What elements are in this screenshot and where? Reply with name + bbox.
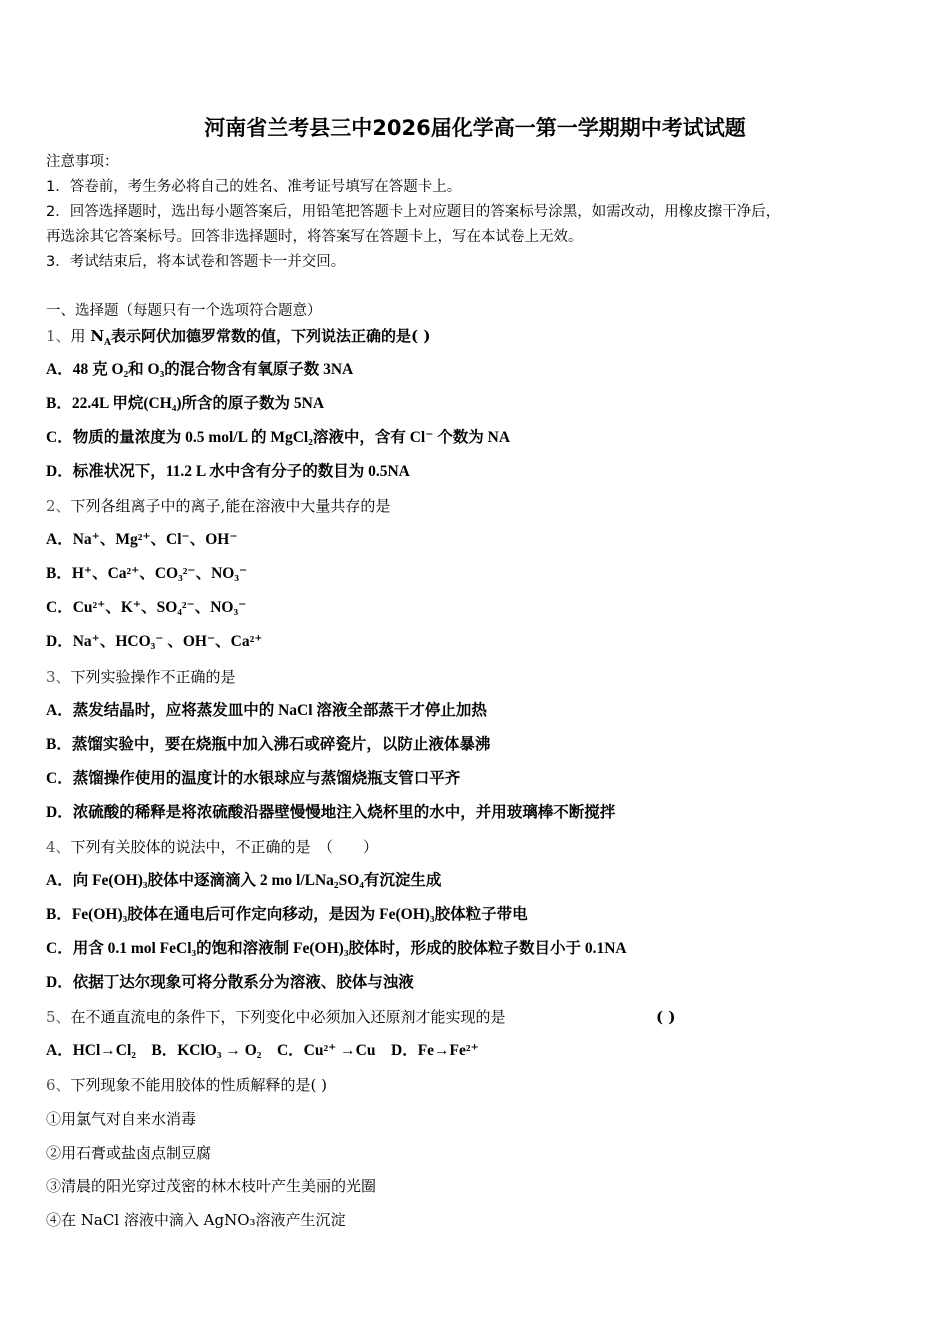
question-6-item-3: ③清晨的阳光穿过茂密的林木枝叶产生美丽的光圈 (46, 1177, 377, 1195)
notice-item-1: 1．答卷前，考生务必将自己的姓名、准考证号填写在答题卡上。 (46, 179, 462, 195)
question-5-option-d: D．Fe→Fe²⁺ (391, 1042, 479, 1059)
question-5-answer-paren: ( ) (656, 1008, 676, 1026)
question-2-option-a: A．Na⁺、Mg²⁺、Cl⁻、OH⁻ (46, 531, 238, 548)
question-3-stem: 3、下列实验操作不正确的是 (46, 668, 236, 686)
question-1-option-d: D．标准状况下，11.2 L 水中含有分子的数目为 0.5NA (46, 463, 410, 480)
question-2-option-d: D．Na⁺、HCO₃⁻ 、OH⁻、Ca²⁺ (46, 633, 263, 650)
notice-item-2: 2．回答选择题时，选出每小题答案后，用铅笔把答题卡上对应题目的答案标号涂黑，如需改动，用橡皮擦干净后， (46, 204, 781, 220)
question-4-stem: 4、下列有关胶体的说法中，不正确的是 （ ） (46, 838, 379, 856)
question-1-stem: 1、用 $N_A$表示阿伏加德罗常数的值，下列说法正确的是( ) (46, 327, 431, 348)
question-3-option-a: A．蒸发结晶时，应将蒸发皿中的 NaCl 溶液全部蒸干才停止加热 (46, 702, 487, 719)
question-5-option-a: A．HCl→Cl₂ (46, 1042, 136, 1059)
question-1-option-a: A．48 克 O₂和 O₃的混合物含有氧原子数 3NA (46, 361, 354, 378)
question-5-options (46, 1041, 479, 1061)
question-number: 6、 (46, 1076, 71, 1094)
question-4-option-a: A．向 Fe(OH)₃胶体中逐滴滴入 2 mo l/LNa₂SO₄有沉淀生成 (46, 872, 442, 889)
question-3-option-d: D．浓硫酸的稀释是将浓硫酸沿器壁慢慢地注入烧杯里的水中，并用玻璃棒不断搅拌 (46, 804, 616, 821)
question-number: 4、 (46, 838, 71, 856)
question-6-item-1: ①用氯气对自来水消毒 (46, 1110, 197, 1128)
question-number: 1、 (46, 327, 71, 345)
question-6-item-4: ④在 NaCl 溶液中滴入 AgNO₃溶液产生沉淀 (46, 1211, 346, 1229)
question-1-option-c: C．物质的量浓度为 0.5 mol/L 的 MgCl₂溶液中，含有 Cl⁻ 个数为 NA (46, 429, 511, 446)
question-2-option-b: B．H⁺、Ca²⁺、CO₃²⁻、NO₃⁻ (46, 565, 248, 582)
question-5-stem: 5、在不通直流电的条件下，下列变化中必须加入还原剂才能实现的是 (46, 1008, 506, 1026)
question-3-option-b: B．蒸馏实验中，要在烧瓶中加入沸石或碎瓷片，以防止液体暴沸 (46, 736, 491, 753)
question-number: 2、 (46, 497, 71, 515)
question-6-stem: 6、下列现象不能用胶体的性质解释的是( ) (46, 1076, 328, 1094)
question-1-option-b: B．22.4L 甲烷(CH₄)所含的原子数为 5NA (46, 395, 325, 412)
question-5-option-c: C．Cu²⁺ →Cu (276, 1042, 376, 1059)
notice-item-2-cont: 再选涂其它答案标号。回答非选择题时，将答案写在答题卡上，写在本试卷上无效。 (46, 229, 583, 245)
question-2-stem: 2、下列各组离子中的离子,能在溶液中大量共存的是 (46, 497, 391, 515)
notice-item-3: 3．考试结束后，将本试卷和答题卡一并交回。 (46, 254, 346, 270)
question-2-option-c: C．Cu²⁺、K⁺、SO₄²⁻、NO₃⁻ (46, 599, 247, 616)
question-3-option-c: C．蒸馏操作使用的温度计的水银球应与蒸馏烧瓶支管口平齐 (46, 770, 461, 787)
question-number: 3、 (46, 668, 71, 686)
question-number: 5、 (46, 1008, 71, 1026)
section-heading: 一、选择题（每题只有一个选项符合题意） (46, 303, 322, 319)
page-title: 河南省兰考县三中2026届化学高一第一学期期中考试试题 (204, 116, 746, 140)
question-4-option-d: D．依据丁达尔现象可将分散系分为溶液、胶体与浊液 (46, 974, 414, 991)
question-4-option-c: C．用含 0.1 mol FeCl₃的饱和溶液制 Fe(OH)₃胶体时，形成的胶体粒子数目小于 0.1NA (46, 940, 627, 957)
notice-heading: 注意事项： (46, 154, 119, 170)
question-5-option-b: B．KClO₃ → O₂ (151, 1042, 262, 1059)
question-6-item-2: ②用石膏或盐卤点制豆腐 (46, 1144, 212, 1162)
question-4-option-b: B．Fe(OH)₃胶体在通电后可作定向移动，是因为 Fe(OH)₃胶体粒子带电 (46, 906, 528, 923)
